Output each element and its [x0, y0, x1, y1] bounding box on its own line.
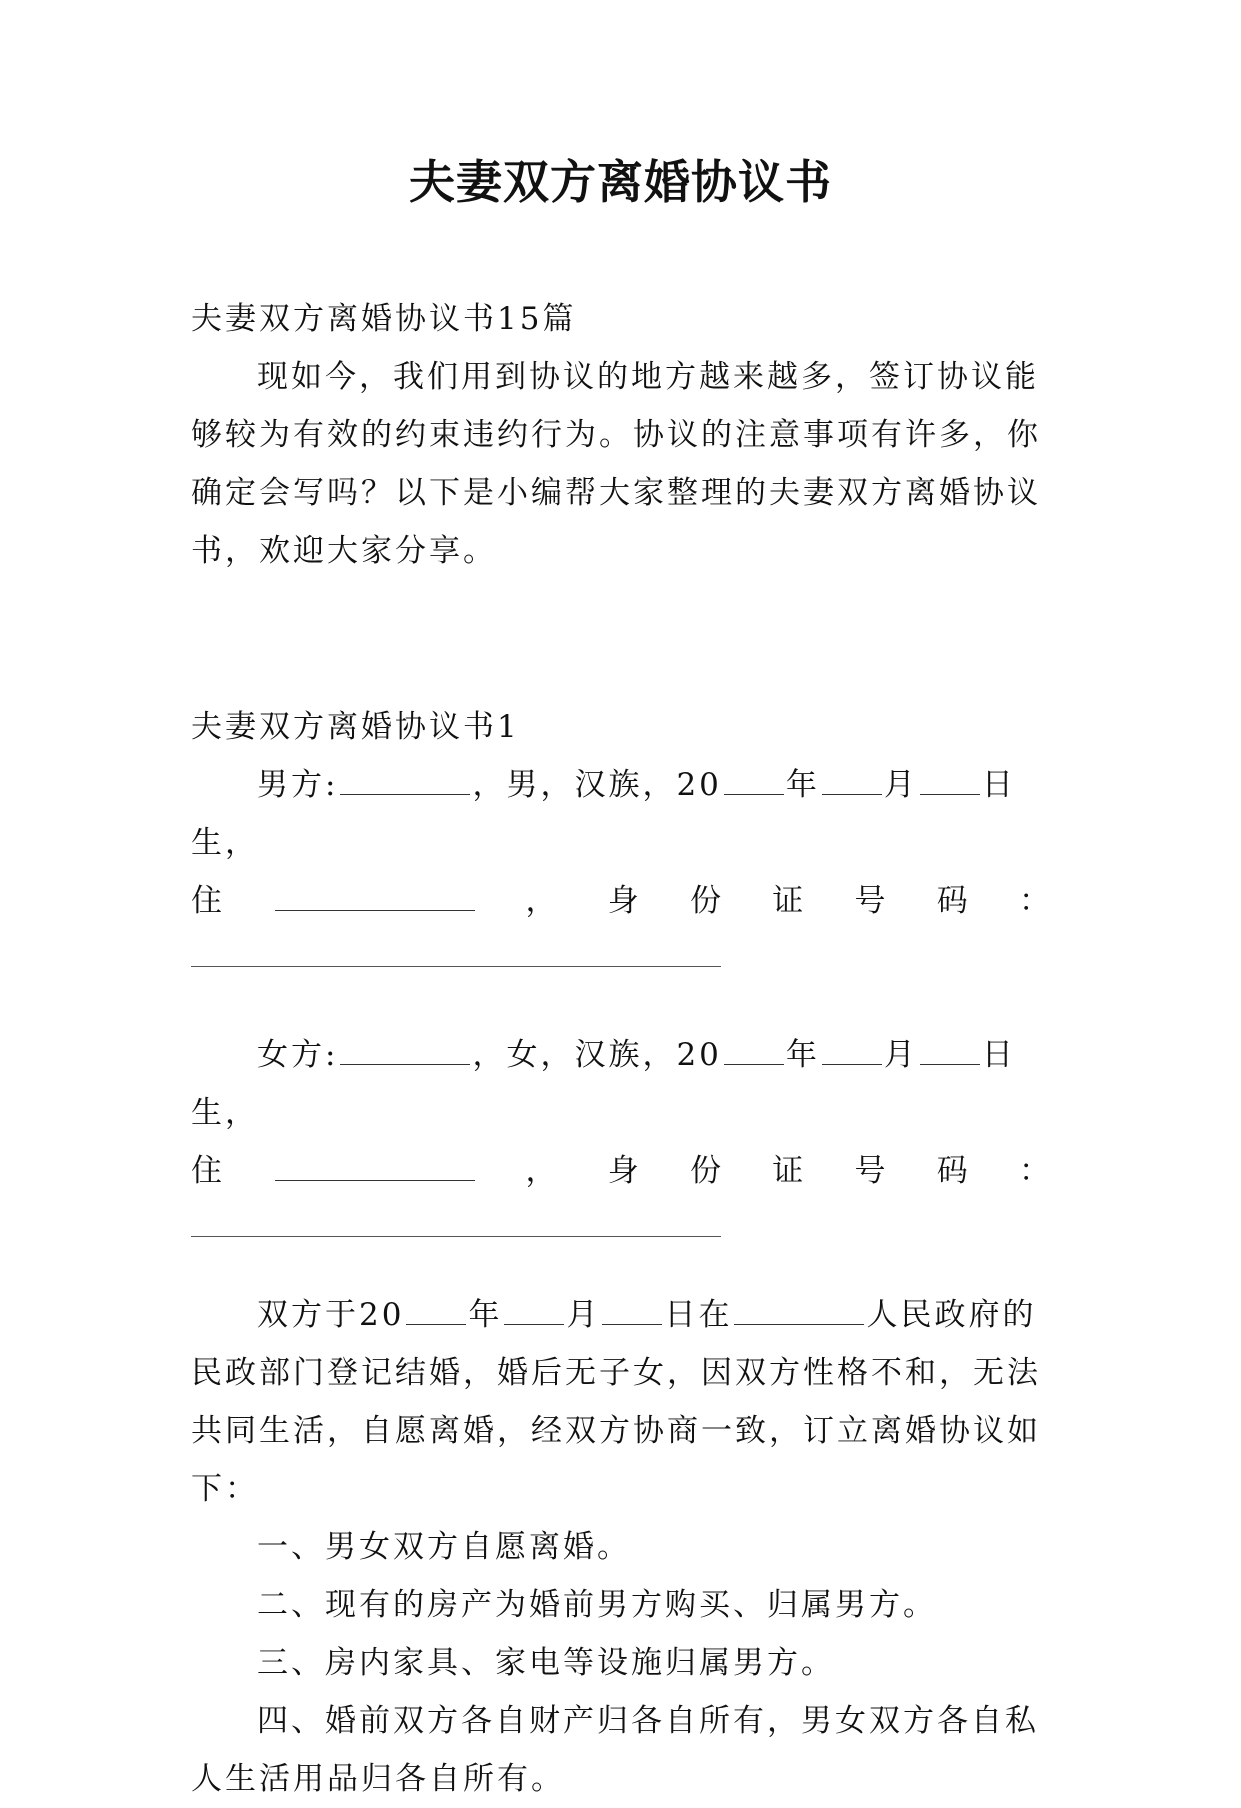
id-char-4: 号 — [854, 883, 889, 919]
id-colon: ： — [1019, 1153, 1053, 1189]
marriage-end: 人民政府的民政部门登记结婚，婚后无子女，因双方性格不和，无法共同生活，自愿离婚，经双方协商一致，订立离婚协议如下： — [191, 1297, 1041, 1507]
section-heading: 夫妻双方离婚协议书1 — [191, 709, 520, 745]
section-gap — [191, 580, 1053, 698]
female-id-blank — [191, 1236, 721, 1237]
female-month-text: 月 — [883, 1037, 918, 1073]
female-address-blank — [275, 1180, 475, 1181]
marriage-place-blank — [734, 1324, 864, 1325]
id-char-1: 身 — [607, 1153, 642, 1189]
male-label: 男方: — [257, 767, 339, 803]
document-body — [191, 290, 1053, 1808]
id-char-3: 证 — [772, 883, 807, 919]
address-comma: ， — [525, 1153, 560, 1189]
male-gender-text: ，男，汉族，20 — [472, 767, 722, 803]
male-address-row — [191, 872, 1053, 930]
male-day-text: 日生， — [191, 767, 1016, 861]
clause-2: 二、现有的房产为婚前男方购买、归属男方。 — [257, 1587, 937, 1623]
female-label: 女方: — [257, 1037, 339, 1073]
marriage-paragraph — [191, 1286, 1053, 1518]
female-day-blank — [920, 1064, 980, 1065]
male-info-line — [191, 756, 1053, 872]
marriage-month-blank — [504, 1324, 564, 1325]
marriage-day-text: 日在 — [664, 1297, 733, 1333]
id-char-2: 份 — [690, 1153, 724, 1189]
id-char-5: 码 — [936, 883, 971, 919]
female-name-blank — [340, 1064, 470, 1065]
male-id-blank — [191, 966, 721, 967]
female-month-blank — [822, 1064, 882, 1065]
document-subtitle: 夫妻双方离婚协议书15篇 — [191, 301, 577, 337]
female-id-line — [191, 1200, 1053, 1258]
male-day-blank — [920, 794, 980, 795]
female-gender-text: ，女，汉族，20 — [472, 1037, 722, 1073]
id-char-1: 身 — [607, 883, 642, 919]
marriage-year-text: 年 — [468, 1297, 503, 1333]
address-label: 住 — [191, 1153, 225, 1189]
id-char-3: 证 — [772, 1153, 807, 1189]
female-year-blank — [724, 1064, 784, 1065]
marriage-month-text: 月 — [566, 1297, 601, 1333]
id-colon: ： — [1019, 883, 1053, 919]
female-address-row — [191, 1142, 1053, 1200]
male-month-blank — [822, 794, 882, 795]
marriage-day-blank — [602, 1324, 662, 1325]
female-info-line — [191, 1026, 1053, 1142]
clause-1: 一、男女双方自愿离婚。 — [257, 1529, 631, 1565]
male-month-text: 月 — [883, 767, 918, 803]
address-label: 住 — [191, 883, 225, 919]
female-year-text: 年 — [785, 1037, 820, 1073]
clause-3: 三、房内家具、家电等设施归属男方。 — [257, 1645, 835, 1681]
address-comma: ， — [525, 883, 560, 919]
marriage-start: 双方于20 — [257, 1297, 405, 1333]
clause-4: 四、婚前双方各自财产归各自所有，男女双方各自私人生活用品归各自所有。 — [191, 1703, 1039, 1797]
id-char-5: 码 — [936, 1153, 971, 1189]
marriage-year-blank — [406, 1324, 466, 1325]
male-id-line — [191, 930, 1053, 988]
male-year-text: 年 — [785, 767, 820, 803]
document-title: 夫妻双方离婚协议书 — [409, 155, 832, 209]
female-day-text: 日生， — [191, 1037, 1016, 1131]
intro-paragraph: 现如今，我们用到协议的地方越来越多，签订协议能够较为有效的约束违约行为。协议的注意事项有许多，你确定会写吗？以下是小编帮大家整理的夫妻双方离婚协议书，欢迎大家分享。 — [191, 359, 1041, 569]
male-year-blank — [724, 794, 784, 795]
male-name-blank — [340, 794, 470, 795]
id-char-4: 号 — [854, 1153, 889, 1189]
male-address-blank — [275, 910, 475, 911]
id-char-2: 份 — [690, 883, 724, 919]
